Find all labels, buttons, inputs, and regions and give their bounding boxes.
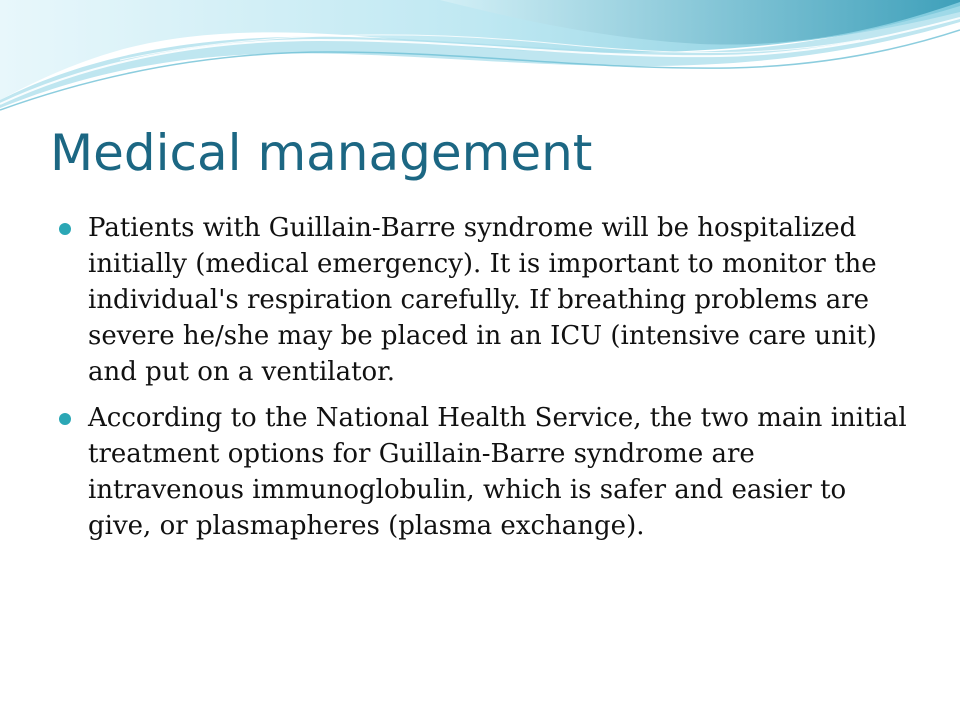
slide-title: Medical management (50, 124, 593, 182)
bullet-icon (59, 223, 71, 235)
bullet-text: According to the National Health Service, the two main initial treatment options for Guillain-Barre syndrome are intravenous immunoglobulin, which is safer and easier to give, or plasmapheres (plasma exchange). (88, 403, 907, 541)
header-wave-decoration (0, 0, 960, 120)
bullet-list (50, 210, 912, 554)
bullet-item-hospitalization (50, 210, 912, 390)
bullet-text: Patients with Guillain-Barre syndrome will be hospitalized initially (medical emergency). It is important to monitor the individual's respiration carefully. If breathing problems are severe he/she may be placed in an ICU (intensive care unit) and put on a ventilator. (88, 213, 877, 387)
bullet-item-treatment-options (50, 400, 912, 544)
bullet-icon (59, 413, 71, 425)
